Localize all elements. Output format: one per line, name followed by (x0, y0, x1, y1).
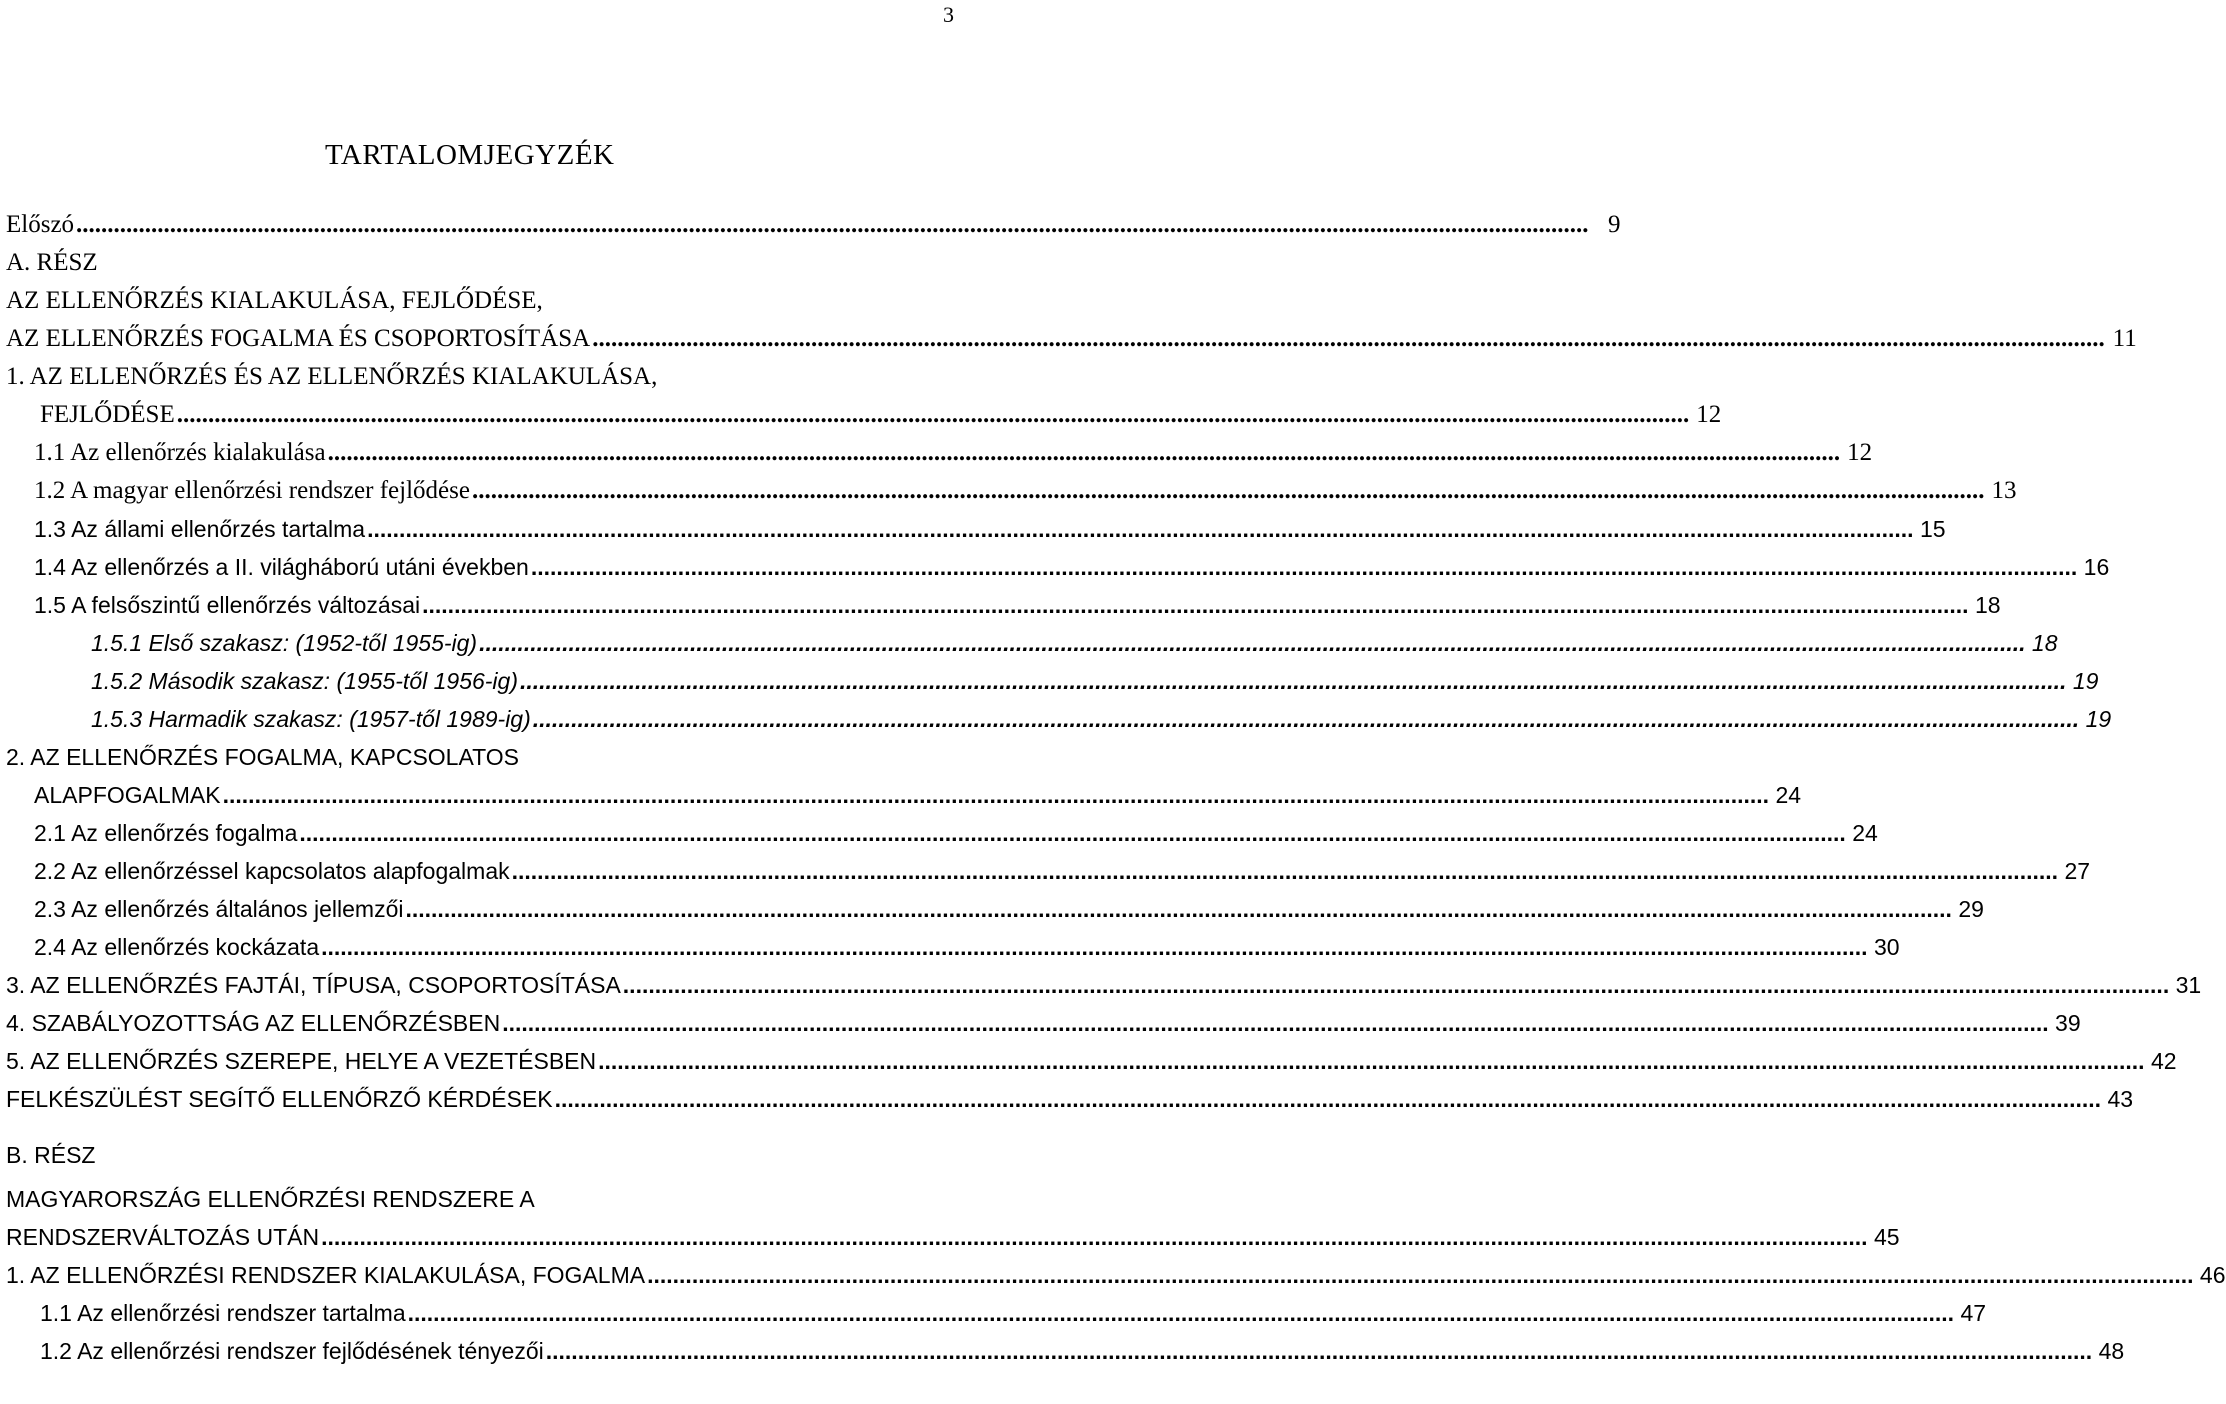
toc-entry-text: 3. AZ ELLENŐRZÉS FAJTÁI, TÍPUSA, CSOPORTOSÍTÁSA (6, 972, 621, 998)
section-gap (6, 1118, 954, 1136)
toc-entry-text: 1.1 Az ellenőrzés kialakulása (34, 439, 326, 466)
toc-entry-text: Előszó (6, 211, 75, 238)
toc-entry-eloszo[interactable] (6, 206, 1621, 244)
dot-leader: .................................................................................................................................................................................................................................................. (367, 516, 1914, 542)
table-of-contents (6, 206, 2226, 1370)
dot-leader: .................................................................................................................................................................................................................................................. (647, 1262, 2194, 1288)
toc-chapter-heading (6, 358, 954, 396)
toc-entry[interactable] (6, 814, 1878, 852)
toc-entry-page: 16 (2083, 554, 2110, 580)
dot-leader: .................................................................................................................................................................................................................................................. (422, 592, 1969, 618)
dot-leader: .................................................................................................................................................................................................................................................. (598, 1048, 2145, 1074)
toc-entry-text: 1.5 A felsőszintű ellenőrzés változásai (34, 592, 421, 618)
toc-entry-page: 24 (1852, 820, 1878, 846)
toc-entry[interactable] (6, 548, 2110, 586)
dot-leader: .................................................................................................................................................................................................................................................. (222, 782, 1770, 808)
dot-leader: .................................................................................................................................................................................................................................................. (592, 325, 2105, 352)
dot-leader: .................................................................................................................................................................................................................................................. (407, 1300, 1955, 1326)
toc-entry-text: 1. AZ ELLENŐRZÉSI RENDSZER KIALAKULÁSA, FOGALMA (6, 1262, 646, 1288)
toc-entry-text: 2. AZ ELLENŐRZÉS FOGALMA, KAPCSOLATOS (6, 744, 519, 770)
toc-entry[interactable] (6, 852, 2091, 890)
toc-entry-text: 1.1 Az ellenőrzési rendszer tartalma (40, 1300, 406, 1326)
dot-leader: .................................................................................................................................................................................................................................................. (622, 972, 2170, 998)
dot-leader: .................................................................................................................................................................................................................................................. (502, 1010, 2049, 1036)
toc-entry-text: 2.4 Az ellenőrzés kockázata (34, 934, 320, 960)
dot-leader: .................................................................................................................................................................................................................................................. (520, 668, 2067, 694)
toc-entry-text: AZ ELLENŐRZÉS FOGALMA ÉS CSOPORTOSÍTÁSA (6, 325, 591, 352)
toc-entry[interactable] (6, 1042, 2177, 1080)
toc-entry[interactable] (6, 1004, 2081, 1042)
toc-entry-page: 9 (1608, 211, 1621, 238)
toc-title: TARTALOMJEGYZÉK (325, 139, 615, 171)
dot-leader: .................................................................................................................................................................................................................................................. (299, 820, 1846, 846)
toc-part-heading (6, 1136, 954, 1174)
toc-entry[interactable] (6, 472, 2017, 510)
toc-entry-text: 1. AZ ELLENŐRZÉS ÉS AZ ELLENŐRZÉS KIALAKULÁSA, (6, 363, 658, 390)
toc-entry-page: 43 (2107, 1086, 2134, 1112)
toc-entry-page: 30 (1873, 934, 1900, 960)
toc-entry-text: RENDSZERVÁLTOZÁS UTÁN (6, 1224, 320, 1250)
toc-entry[interactable] (6, 624, 2058, 662)
toc-entry-text: 1.5.2 Második szakasz: (1955-től 1956-ig) (91, 668, 518, 694)
toc-entry[interactable] (6, 700, 2112, 738)
toc-entry-page: 13 (1991, 477, 2017, 504)
toc-entry-text: 1.3 Az állami ellenőrzés tartalma (34, 516, 366, 542)
toc-entry-page: 47 (1960, 1300, 1987, 1326)
toc-entry-page: 27 (2064, 858, 2091, 884)
toc-entry-text: MAGYARORSZÁG ELLENŐRZÉSI RENDSZERE A (6, 1186, 535, 1212)
toc-entry-page: 31 (2175, 972, 2202, 998)
dot-leader: .................................................................................................................................................................................................................................................. (471, 477, 1985, 504)
toc-part-title (6, 1180, 954, 1218)
toc-entry-text: FEJLŐDÉSE (40, 401, 175, 428)
toc-entry-text: 2.1 Az ellenőrzés fogalma (34, 820, 298, 846)
toc-entry-page: 46 (2199, 1262, 2226, 1288)
toc-entry[interactable] (6, 1294, 1987, 1332)
toc-entry-page: 15 (1919, 516, 1946, 542)
toc-entry-text: A. RÉSZ (6, 249, 98, 276)
dot-leader: .................................................................................................................................................................................................................................................. (511, 858, 2059, 884)
dot-leader: .................................................................................................................................................................................................................................................. (327, 439, 1841, 466)
toc-entry-text: 5. AZ ELLENŐRZÉS SZEREPE, HELYE A VEZETÉSBEN (6, 1048, 597, 1074)
toc-entry-text: 2.3 Az ellenőrzés általános jellemzői (34, 896, 404, 922)
dot-leader: .................................................................................................................................................................................................................................................. (321, 1224, 1868, 1250)
toc-entry-page: 39 (2055, 1010, 2081, 1036)
toc-entry-text: B. RÉSZ (6, 1142, 96, 1168)
page-number: 3 (943, 2, 954, 27)
toc-entry-page: 18 (1974, 592, 2001, 618)
dot-leader: .................................................................................................................................................................................................................................................. (321, 934, 1868, 960)
dot-leader: .................................................................................................................................................................................................................................................. (530, 554, 2078, 580)
toc-entry[interactable] (6, 510, 1946, 548)
toc-entry[interactable] (6, 1218, 1900, 1256)
toc-entry-page: 18 (2031, 630, 2058, 656)
toc-entry[interactable] (6, 434, 1873, 472)
toc-entry-text: AZ ELLENŐRZÉS KIALAKULÁSA, FEJLŐDÉSE, (6, 287, 543, 314)
dot-leader: .................................................................................................................................................................................................................................................. (405, 896, 1952, 922)
toc-entry[interactable] (6, 586, 2001, 624)
toc-chapter-heading (6, 738, 954, 776)
toc-entry[interactable] (6, 662, 2099, 700)
toc-entry[interactable] (6, 396, 1722, 434)
toc-entry[interactable] (6, 1256, 2226, 1294)
toc-entry-page: 29 (1958, 896, 1984, 922)
toc-entry-text: 4. SZABÁLYOZOTTSÁG AZ ELLENŐRZÉSBEN (6, 1010, 501, 1036)
dot-leader: .................................................................................................................................................................................................................................................. (176, 401, 1690, 428)
toc-entry-page: 24 (1775, 782, 1802, 808)
toc-entry-text: FELKÉSZÜLÉST SEGÍTŐ ELLENŐRZŐ KÉRDÉSEK (6, 1086, 553, 1112)
toc-entry[interactable] (6, 1332, 2125, 1370)
toc-entry[interactable] (6, 776, 1802, 814)
toc-entry-page: 12 (1696, 401, 1722, 428)
toc-entry[interactable] (6, 320, 2137, 358)
toc-entry-text: 2.2 Az ellenőrzéssel kapcsolatos alapfogalmak (34, 858, 510, 884)
toc-entry-page: 42 (2150, 1048, 2177, 1074)
dot-leader: .................................................................................................................................................................................................................................................. (479, 630, 2026, 656)
dot-leader: .................................................................................................................................................................................................................................................. (554, 1086, 2102, 1112)
toc-entry-text: ALAPFOGALMAK (34, 782, 221, 808)
toc-entry[interactable] (6, 928, 1900, 966)
toc-entry[interactable] (6, 890, 1984, 928)
toc-entry-text: 1.2 A magyar ellenőrzési rendszer fejlődése (34, 477, 470, 504)
toc-entry-page: 12 (1847, 439, 1873, 466)
toc-part-title (6, 282, 954, 320)
toc-entry[interactable] (6, 1080, 2134, 1118)
toc-entry-text: 1.5.1 Első szakasz: (1952-től 1955-ig) (91, 630, 478, 656)
toc-part-heading (6, 244, 954, 282)
toc-entry-text: 1.2 Az ellenőrzési rendszer fejlődésének tényezői (40, 1338, 544, 1364)
toc-entry-page: 19 (2085, 706, 2112, 732)
toc-entry-text: 1.4 Az ellenőrzés a II. világháború utáni években (34, 554, 529, 580)
toc-entry-page: 45 (1873, 1224, 1900, 1250)
toc-entry-text: 1.5.3 Harmadik szakasz: (1957-től 1989-ig) (91, 706, 531, 732)
toc-entry-page: 48 (2098, 1338, 2125, 1364)
toc-entry[interactable] (6, 966, 2202, 1004)
dot-leader: .................................................................................................................................................................................................................................................. (532, 706, 2080, 732)
toc-entry-page: 19 (2072, 668, 2099, 694)
dot-leader: .................................................................................................................................................................................................................................................. (76, 211, 1589, 238)
toc-entry-page: 11 (2112, 325, 2137, 352)
dot-leader: .................................................................................................................................................................................................................................................. (545, 1338, 2093, 1364)
